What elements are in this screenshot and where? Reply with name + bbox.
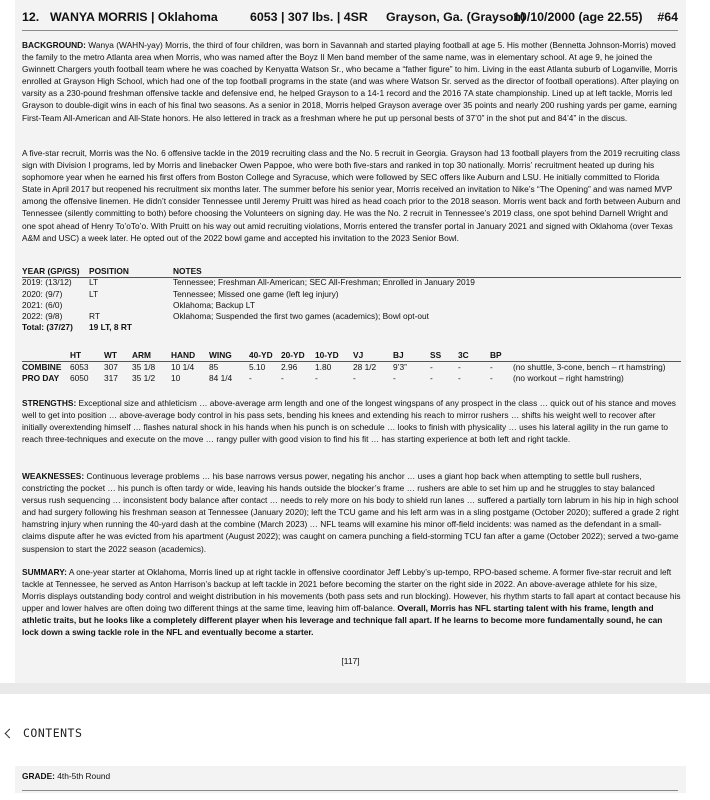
combine-header-vj: VJ bbox=[353, 350, 364, 360]
history-notes: Oklahoma; Backup LT bbox=[173, 299, 255, 310]
history-total-label: Total: (37/27) bbox=[22, 322, 73, 333]
history-position: RT bbox=[89, 311, 100, 322]
player-jersey-number: #64 bbox=[657, 10, 678, 24]
pro-day-40yd: - bbox=[249, 373, 252, 384]
background-text-2: A five-star recruit, Morris was the No. 6 offensive tackle in the 2019 recruiting class and the No. 5 recruit in Georgia. Grayson had 13 football players from the 2019 recruiting class sign with Division I programs, led by Morris and linebacker Owen Pappoe, who were both five-stars and ranked in top 30 nationally. Morris’ recruitment heated up during his sophomore year when he earned his first offers from Boston College and Syracuse, which were followed by SEC offers like Auburn and LSU. He initially committed to Florida State in April 2017 but reopened his recruitment six months later. The summer before his senior year, Morris received an invitation to Nike’s “The Opening” and was named MVP among the offensive linemen. He didn’t consider Tennessee until Jeremy Pruitt was hired as head coach prior to the 2018 season. Morris went back and forth between Auburn and Tennessee (silently committing to both) before choosing the Volunteers on signing day. He was the No. 2 recruit in Tennessee’s 2019 class, one spot behind Darnell Wright and one spot ahead of Henry To’oTo’o. With Pruitt on his way out amid recruiting violations, Morris entered the transfer portal in January 2021 and signed with Oklahoma (over Texas A&M and USC) a week later. He opted out of the 2022 bowl game and accepted his invitation to the 2023 Senior Bowl. bbox=[22, 148, 681, 243]
history-row bbox=[22, 311, 681, 322]
pro-day-bp: - bbox=[490, 373, 493, 384]
combine-note: (no shuttle, 3-cone, bench – rt hamstring) bbox=[513, 361, 666, 372]
history-notes: Tennessee; Freshman All-American; SEC All-Freshman; Enrolled in January 2019 bbox=[173, 277, 475, 288]
combine-header-row bbox=[22, 350, 681, 362]
career-history-table bbox=[22, 266, 681, 334]
grade-line bbox=[22, 771, 110, 781]
history-year: 2022: (9/8) bbox=[22, 311, 63, 322]
combine-header-10yd: 10-YD bbox=[315, 350, 339, 360]
player-measurables: 6053 | 307 lbs. | 4SR bbox=[250, 10, 368, 24]
combine-ht: 6053 bbox=[70, 361, 89, 372]
history-header-position: POSITION bbox=[89, 266, 129, 276]
grade-section bbox=[15, 766, 686, 793]
header-divider bbox=[22, 30, 678, 31]
combine-header-ht: HT bbox=[70, 350, 82, 360]
weaknesses-text: Continuous leverage problems … his base narrows versus power, negating his anchor … uses a giant hop back when attempting to settle bull rushers, constricting the pocket … his punch is often tardy or wide, leaving his hands outside the blocker’s frame … rushers are able to set him up and he struggles to stay balanced versus rush sequencing … inconsistent body balance after contact … needs to rely more on his body to shield run lanes … suffered a partially torn labrum in his hip in high school and had surgery following his freshman season at Tennessee (January 2020); left the TCU game and his left arm was in a sling postgame (October 2020); suffered a grade 2 right hamstring injury when running the 40-yard dash at the combine (March 2023) … NFL teams will examine his minor off-field incidents: was named as the defendant in a small-claims dispute after he was evicted from his apartment (August 2022); was caught on camera punching a field-storming TCU fan after a game (October 2022); served a two-game suspension to start the 2022 season (academics). bbox=[22, 471, 679, 554]
history-total-row bbox=[22, 322, 681, 333]
grade-value: 4th-5th Round bbox=[54, 771, 111, 781]
pro-day-ss: - bbox=[430, 373, 433, 384]
history-row bbox=[22, 277, 681, 288]
combine-40yd: 5.10 bbox=[249, 361, 266, 372]
background-text-1: Wanya (WAHN-yay) Morris, the third of four children, was born in Savannah and started playing football at age 5. His mother (Bennetta Johnson-Morris) moved the family to the metro Atlanta area when Morris, who was named after the Boyz II Men band member of the same name, was in elementary school. At age 9, he joined the Gwinnett Chargers youth football team where he was coached by Kenyatta Watson Sr., who became a “father figure” to him. Living in the east Atlanta suburb of Loganville, Morris enrolled at Grayson High School, which had one of the top football programs in the state (and was where Watson Sr. served as the director of football operations). After playing on varsity as a 230-pound freshman offensive tackle and defensive end, he helped Grayson to a 14-1 record and the 2016 7A state championship. Lined up at left tackle, Morris led Grayson to double-digit wins in each of his final two seasons. As a senior in 2018, Morris helped Grayson average over 35 points and nearly 200 rushing yards per game, earning First-Team All-American and All-State honors. He also lettered in track as a freshman where he put up personal bests of 37’0” in the shot put and 84’4” in the discus. bbox=[22, 40, 679, 123]
combine-wt: 307 bbox=[104, 361, 118, 372]
player-hometown: Grayson, Ga. (Grayson) bbox=[386, 10, 526, 24]
page-number: [117] bbox=[341, 656, 360, 666]
combine-10yd: 1.80 bbox=[315, 361, 332, 372]
combine-row-label: COMBINE bbox=[22, 361, 62, 372]
pro-day-wt: 317 bbox=[104, 373, 118, 384]
combine-header-ss: SS bbox=[430, 350, 442, 360]
combine-ss: - bbox=[430, 361, 433, 372]
pro-day-row bbox=[22, 373, 681, 385]
combine-header-bp: BP bbox=[490, 350, 502, 360]
combine-header-20yd: 20-YD bbox=[281, 350, 305, 360]
combine-header-bj: BJ bbox=[393, 350, 404, 360]
combine-row bbox=[22, 362, 681, 374]
grade-label: GRADE: bbox=[22, 771, 55, 781]
grade-divider bbox=[22, 790, 678, 791]
chevron-left-icon bbox=[5, 728, 15, 738]
combine-arm: 35 1/8 bbox=[132, 361, 156, 372]
pro-day-20yd: - bbox=[281, 373, 284, 384]
strengths-label: STRENGTHS: bbox=[22, 398, 77, 408]
history-year: 2019: (13/12) bbox=[22, 277, 72, 288]
combine-bj: 9’3” bbox=[393, 361, 407, 372]
player-dob: 10/10/2000 (age 22.55) bbox=[513, 10, 643, 24]
weaknesses-label: WEAKNESSES: bbox=[22, 471, 85, 481]
history-row bbox=[22, 289, 681, 300]
history-position: LT bbox=[89, 277, 99, 288]
combine-bp: - bbox=[490, 361, 493, 372]
history-row bbox=[22, 300, 681, 311]
history-notes: Oklahoma; Suspended the first two games (academics); Bowl opt-out bbox=[173, 311, 429, 322]
combine-header-arm: ARM bbox=[132, 350, 152, 360]
summary-label: SUMMARY: bbox=[22, 567, 67, 577]
combine-header-hand: HAND bbox=[171, 350, 196, 360]
background-paragraph-1 bbox=[22, 39, 681, 124]
pro-day-hand: 10 bbox=[171, 373, 181, 384]
player-name-school: WANYA MORRIS | Oklahoma bbox=[50, 10, 218, 24]
pro-day-3c: - bbox=[458, 373, 461, 384]
combine-header-3c: 3C bbox=[458, 350, 469, 360]
history-year: 2021: (6/0) bbox=[22, 299, 63, 310]
history-position: LT bbox=[89, 288, 99, 299]
contents-link[interactable] bbox=[4, 726, 82, 740]
combine-3c: - bbox=[458, 361, 461, 372]
combine-20yd: 2.96 bbox=[281, 361, 298, 372]
strengths-paragraph bbox=[22, 397, 681, 445]
strengths-text: Exceptional size and athleticism … above-average arm length and one of the longest wingspans of any prospect in the class … quick out of his stance and moves well to get into position … above-average body control in his pass sets, bending his knees and extending his reach to mirror rushers … shifts his weight well to recover after initially overextending himself … flashes natural shock in his hands when his punch is on schedule … looks to finish with physicality … uses his lateral agility in the run game to reach three-techniques and execute on the move … rangy puller with good vision to find his fit … has starting experience at both left and right tackle. bbox=[22, 398, 676, 445]
pro-day-ht: 6050 bbox=[70, 373, 89, 384]
combine-wing: 85 bbox=[209, 361, 219, 372]
combine-header-40yd: 40-YD bbox=[249, 350, 273, 360]
history-year: 2020: (9/7) bbox=[22, 288, 63, 299]
combine-results-table bbox=[22, 350, 681, 385]
weaknesses-paragraph bbox=[22, 470, 681, 555]
history-header-notes: NOTES bbox=[173, 266, 202, 276]
history-header-row bbox=[22, 266, 681, 277]
summary-conclusion: Overall, Morris has NFL starting talent with his frame, length and athletic traits, but he looks like a completely different player when his leverage and technique fall apart. If he learns to become more fundamentally sound, he can lock down a swing tackle role in the NFL and eventually become a starter. bbox=[22, 603, 663, 638]
pro-day-bj: - bbox=[393, 373, 396, 384]
combine-header-wing: WING bbox=[209, 350, 232, 360]
pro-day-row-label: PRO DAY bbox=[22, 373, 60, 384]
history-total-positions: 19 LT, 8 RT bbox=[89, 322, 132, 333]
pro-day-wing: 84 1/4 bbox=[209, 373, 233, 384]
summary-paragraph bbox=[22, 566, 681, 639]
player-profile-page bbox=[15, 0, 686, 683]
combine-header-wt: WT bbox=[104, 350, 117, 360]
background-label: BACKGROUND: bbox=[22, 40, 86, 50]
combine-vj: 28 1/2 bbox=[353, 361, 377, 372]
pro-day-note: (no workout – right hamstring) bbox=[513, 373, 624, 384]
player-rank: 12. bbox=[22, 10, 40, 24]
page-separator-bar bbox=[0, 683, 710, 694]
background-paragraph-2 bbox=[22, 147, 681, 244]
pro-day-vj: - bbox=[353, 373, 356, 384]
summary-text: A one-year starter at Oklahoma, Morris lined up at right tackle in offensive coordinator Jeff Lebby’s up-tempo, RPO-based scheme. A former five-star recruit and left tackle at Tennessee, he served as Anton Harrison’s backup at left tackle in 2021 before becoming the starter on the right side in 2022. An above-average athlete for his size, Morris displays outstanding body control and weight distribution in his movements (both pass sets and run blocking). However, his rhythm starts to fall apart at contact because his upper and lower halves are often doing two different things at the same time, leaving him off-balance. bbox=[22, 567, 681, 614]
combine-hand: 10 1/4 bbox=[171, 361, 195, 372]
history-header-year: YEAR (GP/GS) bbox=[22, 266, 80, 276]
pro-day-10yd: - bbox=[315, 373, 318, 384]
pro-day-arm: 35 1/2 bbox=[132, 373, 156, 384]
history-notes: Tennessee; Missed one game (left leg injury) bbox=[173, 288, 339, 299]
contents-label: CONTENTS bbox=[23, 726, 83, 740]
